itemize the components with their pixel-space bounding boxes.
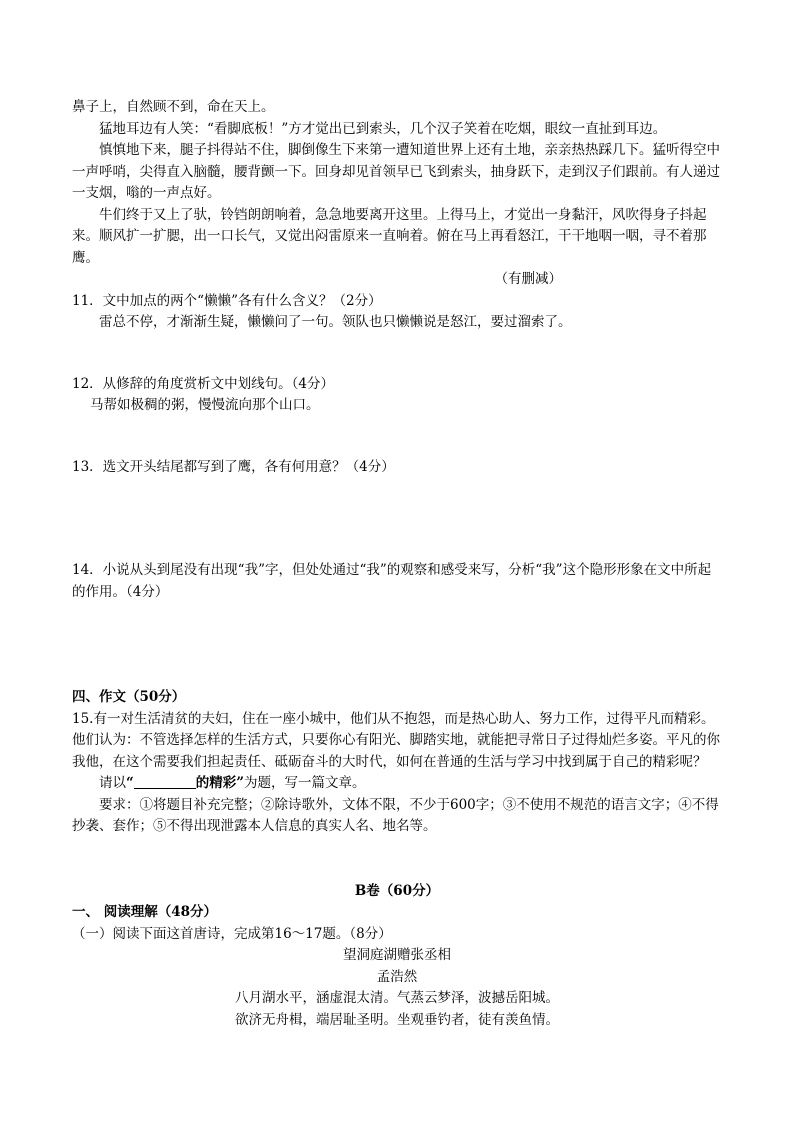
- essay-prompt: 15.有一对生活清贫的夫妇，住在一座小城中，他们从不抱怨，而是热心助人、努力工作，过得平凡而精彩。他们认为：不管选择怎样的生活方式，只要你心有阳光、脚踏实地，就能把寻常日子过得灿烂多姿。平凡的你我他，在这个需要我们担起责任、砥砺奋斗的大时代，如何在普通的生活与学习中找到属于自己的精彩呢？: [72, 710, 720, 770]
- question-12: 12．从修辞的角度赏析文中划线句。（4分）: [72, 375, 335, 392]
- question-13: 13．选文开头结尾都写到了鹰，各有何用意？（4分）: [72, 458, 395, 475]
- passage-paragraph-1: 鼻子上，自然顾不到，命在天上。: [72, 99, 275, 115]
- passage-paragraph-3: 慎慎地下来，腿子抖得站不住，脚倒像生下来第一遭知道世界上还有土地，亲亲热热踩几下。猛听得空中一声呼哨，尖得直入脑髓，腰背颤一下。回身却见首领早已飞到索头，抽身跃下，走到汉子们跟前。有人递过一支烟，嗡的一声点好。: [72, 142, 720, 201]
- answer-space-14: [72, 603, 722, 687]
- poem-line-1: 八月湖水平，涵虚混太清。气蒸云梦泽，波撼岳阳城。: [235, 990, 559, 1006]
- poem-instruction: （一）阅读下面这首唐诗，完成第16～17题。（8分）: [72, 925, 392, 942]
- essay-requirements: 要求：①将题目补充完整；②除诗歌外，文体不限，不少于600字；③不使用不规范的语言文字；④不得抄袭、套作；⑤不得出现泄露本人信息的真实人名、地名等。: [72, 796, 719, 834]
- passage-paragraph-4: 牛们终于又上了驮，铃铛朗朗响着，急急地要离开这里。上得马上，才觉出一身黏汗，风吹得身子抖起来。顺风扩一扩腮，出一口长气，又觉出闷雷原来一直响着。俯在马上再看怒江，干干地咽一咽，寻不着那鹰。: [72, 206, 707, 266]
- poem-line-2: 欲济无舟楫，端居耻圣明。坐观垂钓者，徒有羡鱼情。: [235, 1011, 559, 1028]
- title-open-quote: “: [126, 775, 134, 791]
- section-gap: [72, 838, 722, 881]
- essay-heading: 四、作文（50分）: [72, 689, 186, 705]
- question-12-quote: 马帮如极稠的粥，慢慢流向那个山口。: [90, 397, 320, 413]
- essay-title-instruction: [72, 773, 722, 795]
- answer-space-12: [72, 417, 722, 457]
- passage-paragraph-2: 猛地耳边有人笑：“看脚底板！”方才觉出已到索头，几个汉子笑着在吃烟，眼纹一直扯到耳边。: [99, 120, 667, 137]
- section-b-heading: B卷（60分）: [354, 882, 440, 899]
- reading-heading: 一、 阅读理解（48分）: [72, 904, 217, 920]
- title-post: 为题，写一篇文章。: [244, 775, 366, 791]
- poem-title: 望洞庭湖赠张丞相: [343, 947, 451, 963]
- title-pre: 请以: [99, 775, 126, 791]
- exam-page: [72, 97, 722, 1031]
- question-11-quote: 雷总不停，才渐渐生疑，懒懒问了一句。领队也只懒懒说是怒江，要过溜索了。: [99, 314, 572, 330]
- answer-space-11: [72, 334, 722, 374]
- question-14: 14．小说从头到尾没有出现“我”字，但处处通过“我”的观察和感受来写，分析“我”这个隐形形象在文中所起的作用。（4分）: [72, 562, 712, 600]
- poem-author: 孟浩然: [376, 968, 418, 985]
- passage-note: （有删减）: [494, 271, 562, 287]
- title-close-quote: ”: [236, 775, 245, 791]
- answer-space-13: [72, 478, 722, 560]
- title-word: 的精彩: [195, 775, 237, 791]
- question-11: 11．文中加点的两个“懒懒”各有什么含义？（2分）: [72, 292, 382, 309]
- title-blank: [134, 774, 196, 789]
